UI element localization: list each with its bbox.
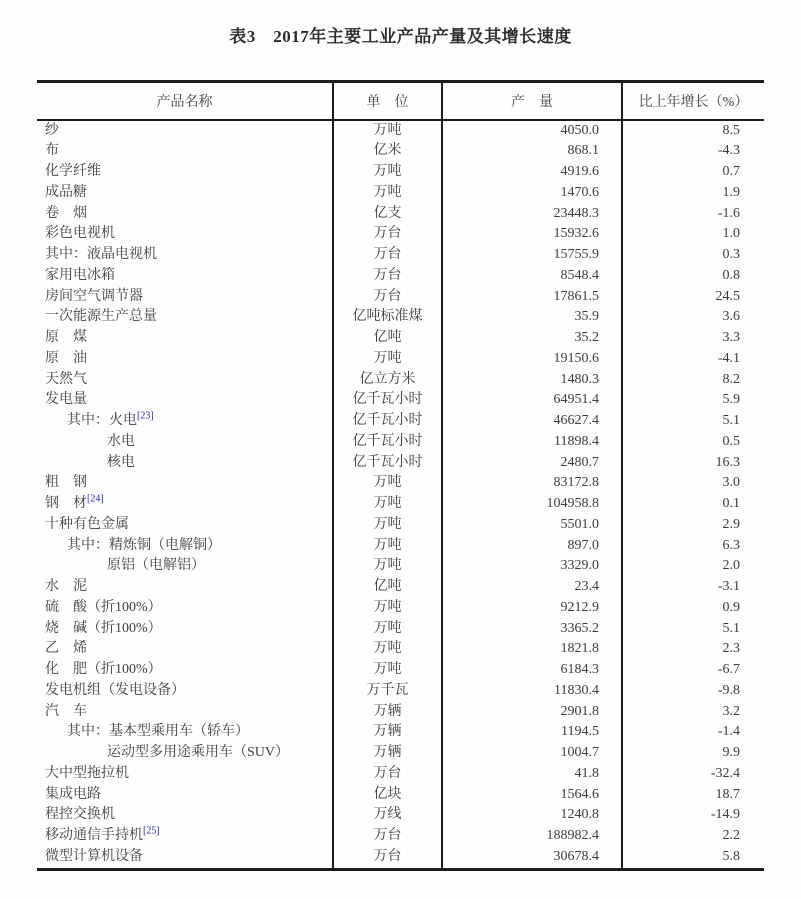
growth-cell: 0.3: [722, 247, 740, 262]
unit-cell: 万辆: [333, 722, 442, 743]
product-name-cell: 原 油: [37, 349, 333, 370]
growth-cell: -4.3: [717, 143, 740, 159]
growth-cell: 3.2: [722, 703, 740, 719]
table-row: [37, 639, 764, 660]
product-name-cell: 硫 酸（折100%）: [37, 598, 333, 619]
product-name-cell: 卷 烟: [37, 204, 333, 225]
table-row: [37, 307, 764, 328]
product-name-cell: 成品糖: [37, 183, 333, 204]
unit-cell: 万吨: [333, 183, 442, 204]
unit-cell: 亿吨标准煤: [333, 307, 442, 328]
header-output: 产 量: [442, 82, 622, 120]
output-cell: 30678.4: [442, 847, 622, 869]
table-row: [37, 660, 764, 681]
table-row: [37, 370, 764, 391]
unit-cell: 亿米: [333, 141, 442, 162]
table-row: [37, 536, 764, 557]
output-cell: 3365.2: [442, 619, 622, 640]
table-row: [37, 826, 764, 847]
table-row: [37, 204, 764, 225]
growth-cell: 3.0: [722, 475, 740, 491]
output-cell: 17861.5: [442, 287, 622, 308]
table-row: [37, 224, 764, 245]
output-cell: 2901.8: [442, 702, 622, 723]
output-cell: 35.2: [442, 328, 622, 349]
product-name-cell: 水 泥: [37, 577, 333, 598]
unit-cell: 万吨: [333, 639, 442, 660]
output-cell: 897.0: [442, 536, 622, 557]
growth-cell: 5.8: [722, 848, 740, 864]
output-cell: 64951.4: [442, 390, 622, 411]
output-cell: 35.9: [442, 307, 622, 328]
table-row: [37, 141, 764, 162]
output-cell: 6184.3: [442, 660, 622, 681]
product-name-cell: 化学纤维: [37, 162, 333, 183]
product-name-cell: 水电: [37, 432, 333, 453]
growth-cell: -6.7: [717, 662, 740, 677]
growth-cell: 0.8: [722, 267, 740, 283]
unit-cell: 万台: [333, 826, 442, 847]
unit-cell: 万吨: [333, 536, 442, 557]
growth-cell: 1.9: [722, 184, 740, 200]
product-name-cell: 一次能源生产总量: [37, 307, 333, 328]
growth-cell: 3.6: [722, 309, 740, 325]
output-cell: 19150.6: [442, 349, 622, 370]
industrial-products-table: [37, 80, 764, 871]
table-row: [37, 494, 764, 515]
unit-cell: 万吨: [333, 515, 442, 536]
output-cell: 1480.3: [442, 370, 622, 391]
unit-cell: 亿千瓦小时: [333, 390, 442, 411]
product-name-cell: 核电: [37, 453, 333, 474]
product-name-cell: 其中：液晶电视机: [37, 245, 333, 266]
output-cell: 15932.6: [442, 224, 622, 245]
header-product-name: 产品名称: [37, 82, 333, 120]
output-cell: 11830.4: [442, 681, 622, 702]
table-row: [37, 349, 764, 370]
table-body: [37, 120, 764, 870]
product-name-cell: 烧 碱（折100%）: [37, 619, 333, 640]
header-unit: 单 位: [333, 82, 442, 120]
table-row: [37, 556, 764, 577]
unit-cell: 亿立方米: [333, 370, 442, 391]
growth-cell: 0.5: [722, 433, 740, 449]
output-cell: 868.1: [442, 141, 622, 162]
unit-cell: 万辆: [333, 743, 442, 764]
table-row: [37, 266, 764, 287]
growth-cell: 5.9: [722, 392, 740, 408]
product-name-cell: 粗 钢: [37, 473, 333, 494]
growth-cell: -32.4: [710, 765, 740, 781]
table-row: [37, 702, 764, 723]
unit-cell: 万吨: [333, 619, 442, 640]
growth-cell: -14.9: [710, 807, 740, 823]
unit-cell: 万台: [333, 266, 442, 287]
table-row: [37, 598, 764, 619]
output-cell: 188982.4: [442, 826, 622, 847]
output-cell: 46627.4: [442, 411, 622, 432]
output-cell: 1470.6: [442, 183, 622, 204]
unit-cell: 万台: [333, 245, 442, 266]
unit-cell: 万台: [333, 287, 442, 308]
output-cell: 1194.5: [442, 722, 622, 743]
output-cell: 41.8: [442, 764, 622, 785]
output-cell: 23448.3: [442, 204, 622, 225]
growth-cell: -4.1: [717, 350, 740, 366]
unit-cell: 万吨: [333, 162, 442, 183]
table-row: [37, 473, 764, 494]
product-name-cell: 钢 材[24]: [37, 494, 333, 515]
growth-cell: 5.1: [722, 620, 740, 636]
unit-cell: 万辆: [333, 702, 442, 723]
unit-cell: 万吨: [333, 556, 442, 577]
product-name-cell: 发电量: [37, 390, 333, 411]
unit-cell: 万千瓦: [333, 681, 442, 702]
table-row: [37, 183, 764, 204]
footnote-link[interactable]: [24]: [87, 494, 104, 505]
unit-cell: 万台: [333, 764, 442, 785]
growth-cell: 18.7: [715, 786, 740, 802]
growth-cell: 6.3: [722, 537, 740, 553]
growth-cell: -9.8: [717, 682, 740, 698]
table-row: [37, 432, 764, 453]
growth-cell: 2.9: [722, 516, 740, 532]
output-cell: 15755.9: [442, 245, 622, 266]
unit-cell: 万吨: [333, 473, 442, 494]
unit-cell: 万台: [333, 224, 442, 245]
growth-cell: 24.5: [715, 288, 740, 304]
growth-cell: 0.9: [722, 599, 740, 615]
growth-cell: 2.2: [722, 828, 740, 843]
table-row: [37, 453, 764, 474]
unit-cell: 万吨: [333, 349, 442, 370]
product-name-cell: 其中：基本型乘用车（轿车）: [37, 722, 333, 743]
table-row: [37, 328, 764, 349]
table-row: [37, 162, 764, 183]
table-row: [37, 681, 764, 702]
table-row: [37, 847, 764, 869]
output-cell: 1821.8: [442, 639, 622, 660]
table-row: [37, 743, 764, 764]
page-title: 表3 2017年主要工业产品产量及其增长速度: [229, 27, 572, 46]
unit-cell: 亿千瓦小时: [333, 432, 442, 453]
growth-cell: 16.3: [715, 454, 740, 470]
unit-cell: 亿吨: [333, 577, 442, 598]
product-name-cell: 原 煤: [37, 328, 333, 349]
output-cell: 1004.7: [442, 743, 622, 764]
product-name-cell: 彩色电视机: [37, 224, 333, 245]
growth-cell: -3.1: [717, 579, 740, 594]
unit-cell: 亿支: [333, 204, 442, 225]
growth-cell: 2.3: [722, 641, 740, 657]
product-name-cell: 集成电路: [37, 785, 333, 806]
table-row: [37, 722, 764, 743]
table-row: [37, 785, 764, 806]
unit-cell: 万吨: [333, 494, 442, 515]
table-row: [37, 120, 764, 142]
unit-cell: 亿千瓦小时: [333, 453, 442, 474]
table-row: [37, 805, 764, 826]
output-cell: 1240.8: [442, 805, 622, 826]
table-row: [37, 411, 764, 432]
table-row: [37, 390, 764, 411]
unit-cell: 亿块: [333, 785, 442, 806]
growth-cell: -1.4: [717, 724, 740, 740]
product-name-cell: 十种有色金属: [37, 515, 333, 536]
table-row: [37, 619, 764, 640]
unit-cell: 亿千瓦小时: [333, 411, 442, 432]
product-name-cell: 移动通信手持机[25]: [37, 826, 333, 847]
output-cell: 104958.8: [442, 494, 622, 515]
growth-cell: 0.7: [722, 164, 740, 179]
product-name-cell: 化 肥（折100%）: [37, 660, 333, 681]
output-cell: 83172.8: [442, 473, 622, 494]
growth-cell: 0.1: [722, 496, 740, 511]
growth-cell: 3.3: [722, 330, 740, 345]
growth-cell: 5.1: [722, 413, 740, 428]
product-name-cell: 家用电冰箱: [37, 266, 333, 287]
product-name-cell: 其中：火电[23]: [37, 411, 333, 432]
footnote-link[interactable]: [25]: [143, 826, 160, 837]
output-cell: 3329.0: [442, 556, 622, 577]
growth-cell: 9.9: [722, 745, 740, 760]
footnote-link[interactable]: [23]: [137, 411, 154, 422]
growth-cell: 8.5: [722, 122, 740, 138]
output-cell: 4919.6: [442, 162, 622, 183]
header-growth: 比上年增长（%）: [622, 82, 764, 120]
growth-cell: -1.6: [717, 205, 740, 221]
growth-cell: 1.0: [722, 226, 740, 242]
unit-cell: 万吨: [333, 120, 442, 142]
product-name-cell: 原铝（电解铝）: [37, 556, 333, 577]
growth-cell: 8.2: [722, 371, 740, 387]
product-name-cell: 运动型多用途乘用车（SUV）: [37, 743, 333, 764]
table-header-row: [37, 82, 764, 120]
table-row: [37, 245, 764, 266]
product-name-cell: 程控交换机: [37, 805, 333, 826]
table-row: [37, 287, 764, 308]
output-cell: 1564.6: [442, 785, 622, 806]
unit-cell: 亿吨: [333, 328, 442, 349]
unit-cell: 万吨: [333, 660, 442, 681]
product-name-cell: 微型计算机设备: [37, 847, 333, 869]
product-name-cell: 乙 烯: [37, 639, 333, 660]
output-cell: 5501.0: [442, 515, 622, 536]
output-cell: 8548.4: [442, 266, 622, 287]
output-cell: 4050.0: [442, 120, 622, 142]
unit-cell: 万台: [333, 847, 442, 869]
product-name-cell: 纱: [37, 120, 333, 142]
product-name-cell: 房间空气调节器: [37, 287, 333, 308]
product-name-cell: 大中型拖拉机: [37, 764, 333, 785]
product-name-cell: 汽 车: [37, 702, 333, 723]
table-row: [37, 515, 764, 536]
unit-cell: 万线: [333, 805, 442, 826]
growth-cell: 2.0: [722, 558, 740, 574]
output-cell: 2480.7: [442, 453, 622, 474]
unit-cell: 万吨: [333, 598, 442, 619]
product-name-cell: 发电机组（发电设备）: [37, 681, 333, 702]
table-row: [37, 577, 764, 598]
product-name-cell: 布: [37, 141, 333, 162]
table-row: [37, 764, 764, 785]
product-name-cell: 天然气: [37, 370, 333, 391]
output-cell: 9212.9: [442, 598, 622, 619]
output-cell: 23.4: [442, 577, 622, 598]
product-name-cell: 其中：精炼铜（电解铜）: [37, 536, 333, 557]
output-cell: 11898.4: [442, 432, 622, 453]
